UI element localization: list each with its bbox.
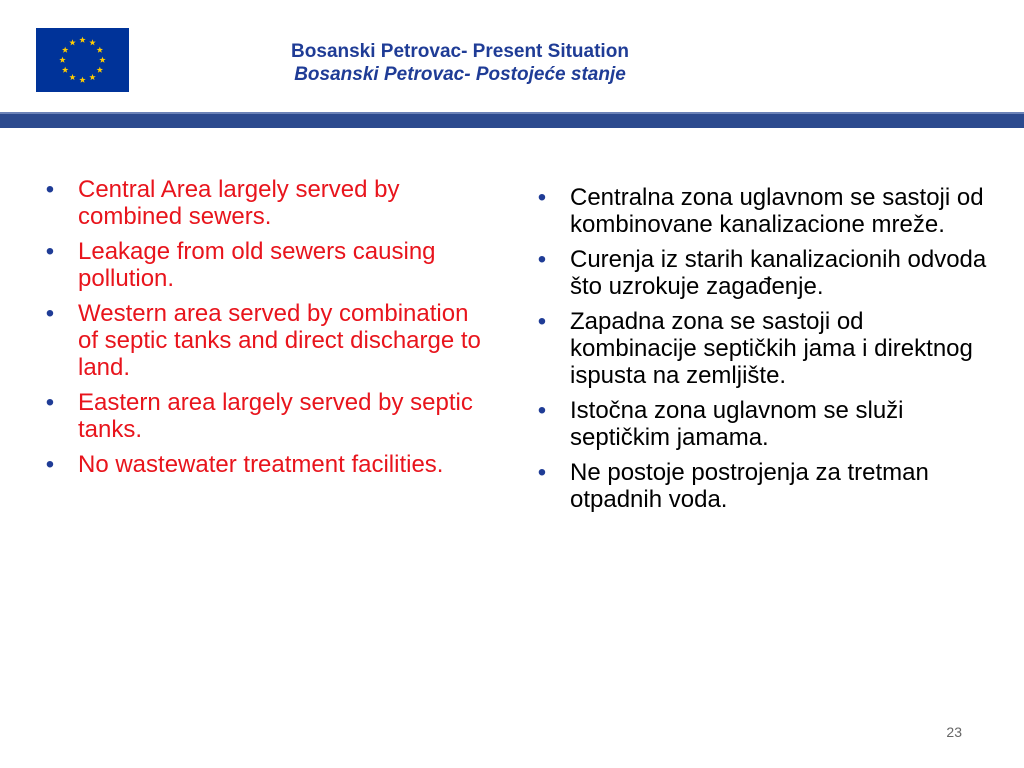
bosnian-bullet-list (532, 184, 992, 521)
list-item (532, 397, 992, 451)
eu-flag-icon (36, 28, 129, 92)
list-item-text: Western area served by combination of septic tanks and direct discharge to land. (78, 300, 481, 381)
title-english: Bosanski Petrovac- Present Situation (291, 41, 629, 62)
bullet-icon: • (45, 451, 55, 478)
list-item-text: No wastewater treatment facilities. (78, 451, 444, 478)
list-item-text: Central Area largely served by combined sewers. (78, 176, 400, 230)
list-item (40, 389, 485, 443)
list-item-text: Ne postoje postrojenja za tretman otpadnih voda. (570, 459, 929, 513)
list-item-text: Istočna zona uglavnom se služi septičkim jamama. (570, 397, 904, 451)
slide-title (160, 40, 760, 86)
list-item (40, 238, 485, 292)
bullet-icon: • (537, 459, 547, 486)
list-item-text: Zapadna zona se sastoji od kombinacije septičkih jama i direktnog ispusta na zemljište. (570, 308, 973, 389)
bullet-icon: • (537, 397, 547, 424)
slide-number: 23 (946, 724, 962, 740)
list-item (40, 451, 485, 478)
list-item-text: Leakage from old sewers causing pollution. (78, 238, 436, 292)
list-item-text: Centralna zona uglavnom se sastoji od kombinovane kanalizacione mreže. (570, 184, 984, 238)
bullet-icon: • (537, 184, 547, 211)
bullet-icon: • (45, 300, 55, 327)
list-item (532, 246, 992, 300)
list-item-text: Curenja iz starih kanalizacionih odvoda što uzrokuje zagađenje. (570, 246, 987, 300)
list-item-text: Eastern area largely served by septic tanks. (78, 389, 473, 443)
bullet-icon: • (537, 246, 547, 273)
bullet-icon: • (45, 389, 55, 416)
bullet-icon: • (537, 308, 547, 335)
list-item (532, 308, 992, 389)
english-bullet-list (40, 176, 485, 486)
bullet-icon: • (45, 238, 55, 265)
list-item (40, 176, 485, 230)
title-bosnian: Bosanski Petrovac- Postojeće stanje (294, 64, 626, 85)
list-item (532, 184, 992, 238)
bullet-icon: • (45, 176, 55, 203)
list-item (532, 459, 992, 513)
header-rule (0, 114, 1024, 128)
list-item (40, 300, 485, 381)
